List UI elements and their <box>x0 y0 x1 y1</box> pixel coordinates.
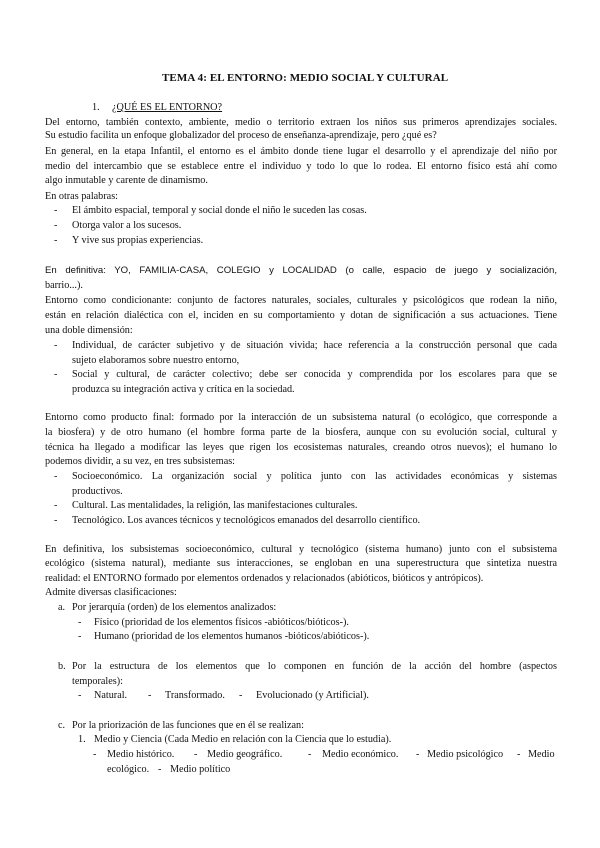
list-item: Natural. <box>94 690 128 701</box>
bullet-dash: - <box>54 205 58 216</box>
list-item: productivos. <box>72 486 123 497</box>
paragraph-line: ecológico (sistema natural), mediante sus interacciones, se engloban en una superestructura que sintetiza nuestra <box>45 558 557 569</box>
media-item: Medio psicológico <box>427 749 504 760</box>
list-item: Socioeconómico. La organización social y política junto con las actividades económicas y sistemas <box>72 471 557 482</box>
list-letter: b. <box>58 661 66 672</box>
list-item: El ámbito espacial, temporal y social donde el niño le suceden las cosas. <box>72 205 367 216</box>
list-item: Transformado. <box>165 690 225 701</box>
list-item: produzca su integración activa y crítica en la sociedad. <box>72 384 295 395</box>
paragraph-line: realidad: el ENTORNO formado por elementos ordenados y relacionados (abióticos, bióticos y antrópicos). <box>45 573 484 584</box>
paragraph-line: podemos dividir, a su vez, en tres subsistemas: <box>45 456 236 467</box>
bullet-dash: - <box>308 749 312 760</box>
paragraph-line: barrio...). <box>45 280 83 291</box>
list-item: Individual, de carácter subjetivo y de situación vivida; hace referencia a la construcción personal que cada <box>72 340 557 351</box>
list-item: Otorga valor a los sucesos. <box>72 220 182 231</box>
bullet-dash: - <box>54 369 58 380</box>
media-item: Medio geográfico. <box>207 749 283 760</box>
bullet-dash: - <box>517 749 521 760</box>
paragraph-line: En general, en la etapa Infantil, el entorno es el ámbito donde tiene lugar el desarrollo y el aprendizaje del niño por <box>45 146 557 157</box>
bullet-dash: - <box>78 631 82 642</box>
bullet-dash: - <box>78 617 82 628</box>
bullet-dash: - <box>158 764 162 775</box>
media-item: ecológico. <box>107 764 150 775</box>
paragraph-line: Admite diversas clasificaciones: <box>45 587 177 598</box>
media-item: Medio económico. <box>322 749 399 760</box>
list-item: Y vive sus propias experiencias. <box>72 235 204 246</box>
list-item: sujeto elaboramos sobre nuestro entorno, <box>72 355 240 366</box>
list-item: Evolucionado (y Artificial). <box>256 690 369 701</box>
paragraph-line: En definitiva, los subsistemas socioeconómico, cultural y tecnológico (sistema humano) junto con el subsistema <box>45 544 557 555</box>
list-item: Cultural. Las mentalidades, la religión, las manifestaciones culturales. <box>72 500 358 511</box>
list-item: Medio y Ciencia (Cada Medio en relación con la Ciencia que lo estudia). <box>94 734 392 745</box>
bullet-dash: - <box>416 749 420 760</box>
list-number: 1. <box>78 734 86 745</box>
bullet-dash: - <box>54 471 58 482</box>
bullet-dash: - <box>54 515 58 526</box>
list-item: Por jerarquía (orden) de los elementos analizados: <box>72 602 277 613</box>
bullet-dash: - <box>54 220 58 231</box>
bullet-dash: - <box>194 749 198 760</box>
list-item: Por la estructura de los elementos que lo componen en función de la acción del hombre (aspectos <box>72 661 557 672</box>
list-item: Tecnológico. Los avances técnicos y tecnológicos emanados del desarrollo científico. <box>72 515 421 526</box>
section-number: 1. <box>92 102 100 113</box>
paragraph-line: En otras palabras: <box>45 191 118 202</box>
paragraph-line: Entorno como condicionante: conjunto de factores naturales, sociales, culturales y psicológicos que rodean la niño, <box>45 295 557 306</box>
bullet-dash: - <box>54 340 58 351</box>
list-item: temporales): <box>72 676 123 687</box>
bullet-dash: - <box>148 690 152 701</box>
page-title: TEMA 4: EL ENTORNO: MEDIO SOCIAL Y CULTURAL <box>162 72 449 84</box>
paragraph-line: Entorno como producto final: formado por la interacción de un subsistema natural (o ecológico, que corresponde a <box>45 412 557 423</box>
paragraph-line: algo inmutable y carente de dinamismo. <box>45 175 208 186</box>
paragraph-line: Su estudio facilita un enfoque globalizador del proceso de enseñanza-aprendizaje, pero ¿qué es? <box>45 130 437 141</box>
media-item: Medio político <box>170 764 231 775</box>
list-letter: c. <box>58 720 66 731</box>
list-letter: a. <box>58 602 66 613</box>
paragraph-line: una doble dimensión: <box>45 325 133 336</box>
paragraph-line: Del entorno, también contexto, ambiente, medio o territorio extraen los niños sus primeros aprendizajes sociales. <box>45 117 557 128</box>
paragraph-line: la biosfera) y de otro humano (el hombre forma parte de la biosfera, aunque con su evolución social, cultural y <box>45 427 557 438</box>
list-item: Social y cultural, de carácter colectivo; debe ser conocida y comprendida por los escolares para que se <box>72 369 557 380</box>
bullet-dash: - <box>54 500 58 511</box>
paragraph-line: técnica ha llegado a modificar las leyes que rigen los ecosistemas naturales, creando otros nuevos); el humano lo <box>45 442 557 453</box>
list-item: Humano (prioridad de los elementos humanos -bióticos/abióticos-). <box>94 631 370 642</box>
paragraph-line: están en relación dialéctica con el, inciden en su comportamiento y dotan de significación a sus actuaciones. Tiene <box>45 310 557 321</box>
bullet-dash: - <box>78 690 82 701</box>
bullet-dash: - <box>54 235 58 246</box>
list-item: Por la priorización de las funciones que en él se realizan: <box>72 720 304 731</box>
media-item: Medio histórico. <box>107 749 175 760</box>
paragraph-line: medio del intercambio que se establece entre el individuo y todo lo que lo rodea. El entorno físico está ahí como <box>45 161 557 172</box>
list-item: Físico (prioridad de los elementos físicos -abióticos/bióticos-). <box>94 617 349 628</box>
section-heading: ¿QUÉ ES EL ENTORNO? <box>112 102 223 113</box>
bullet-dash: - <box>239 690 243 701</box>
paragraph-line: En definitiva: YO, FAMILIA-CASA, COLEGIO y LOCALIDAD (o calle, espacio de juego y socialización, <box>45 265 557 276</box>
bullet-dash: - <box>93 749 97 760</box>
media-item: Medio <box>528 749 555 760</box>
